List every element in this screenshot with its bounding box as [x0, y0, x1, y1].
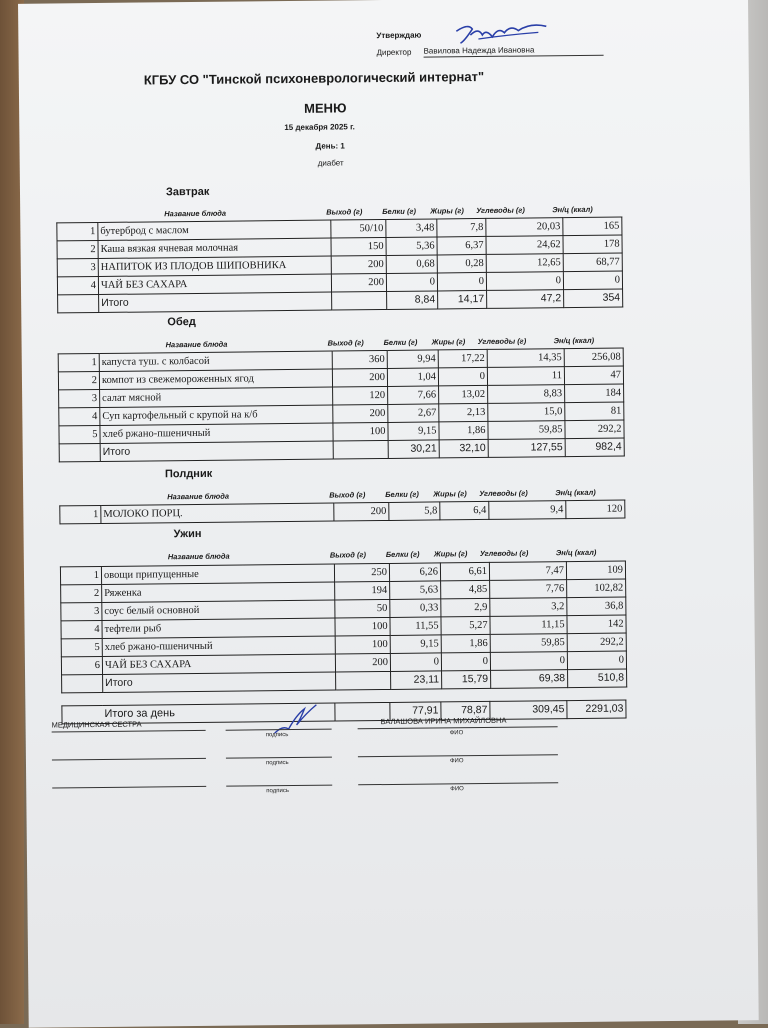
dish-name: ЧАЙ БЕЗ САХАРА — [98, 274, 331, 294]
day-total-label: Итого за день — [102, 703, 335, 723]
total-label: Итого — [103, 672, 336, 692]
dish-protein: 0,68 — [386, 255, 437, 274]
dish-energy: 256,08 — [564, 348, 623, 367]
dish-energy: 68,77 — [563, 253, 622, 272]
dish-output: 200 — [335, 653, 390, 672]
dish-output: 194 — [335, 581, 390, 600]
dish-output: 150 — [331, 237, 386, 256]
dish-energy: 0 — [567, 651, 626, 670]
row-number: 4 — [61, 620, 102, 638]
dish-output: 100 — [335, 635, 390, 654]
dish-name: Суп картофельный с крупой на к/б — [100, 405, 333, 425]
col-carbs: Углеводы (г) — [477, 336, 527, 347]
empty-cell — [332, 291, 387, 310]
fio-label: ФИО — [449, 758, 464, 765]
empty-cell — [333, 440, 388, 459]
dish-name: Ряженка — [102, 582, 335, 602]
dish-name: ЧАЙ БЕЗ САХАРА — [102, 654, 335, 674]
dish-fat: 6,61 — [440, 562, 489, 581]
col-energy: Эн/ц (ккал) — [553, 335, 595, 346]
total-fat: 15,79 — [442, 670, 491, 689]
day-total-energy: 2291,03 — [567, 700, 626, 719]
row-number: 3 — [57, 258, 98, 276]
dish-fat: 1,86 — [441, 634, 490, 653]
dish-output: 250 — [334, 563, 389, 582]
row-number: 4 — [57, 276, 98, 294]
dish-carbs: 8,83 — [488, 385, 565, 404]
signature-line — [226, 757, 332, 759]
total-protein: 23,11 — [391, 671, 442, 690]
col-output: Выход (г) — [329, 490, 366, 500]
dish-energy: 184 — [565, 384, 624, 403]
dish-fat: 17,22 — [438, 349, 487, 368]
total-label: Итого — [99, 292, 332, 312]
dish-carbs: 11,15 — [490, 616, 567, 635]
dish-carbs: 0 — [486, 272, 563, 291]
dish-fat: 13,02 — [439, 385, 488, 404]
day-total-row — [62, 700, 626, 724]
dish-energy: 120 — [566, 500, 625, 519]
total-protein: 30,21 — [388, 440, 439, 459]
dish-protein: 0 — [386, 273, 437, 292]
row-number: 1 — [58, 353, 99, 371]
menu-date: 15 декабря 2025 г. — [284, 122, 355, 133]
dish-energy: 165 — [563, 217, 622, 236]
nurse-role: МЕДИЦИНСКАЯ СЕСТРА — [51, 719, 142, 730]
day-total-carbs: 309,45 — [490, 701, 567, 720]
dish-output: 50 — [335, 599, 390, 618]
dish-name: салат мясной — [100, 387, 333, 407]
dish-name: бутерброд с маслом — [98, 220, 331, 240]
dish-protein: 6,26 — [389, 563, 440, 582]
row-number: 2 — [61, 584, 102, 602]
col-name: Название блюда — [164, 208, 227, 219]
dish-carbs: 59,85 — [490, 634, 567, 653]
section-lunch-title: Обед — [167, 315, 196, 329]
dish-energy: 81 — [565, 402, 624, 421]
section-snack-title: Полдник — [164, 467, 213, 481]
dish-output: 50/10 — [331, 219, 386, 238]
dinner-table — [60, 560, 627, 693]
section-breakfast-title: Завтрак — [165, 185, 210, 199]
dish-name: хлеб ржано-пшеничный — [100, 423, 333, 443]
dish-carbs: 9,4 — [489, 501, 566, 520]
col-name: Название блюда — [167, 551, 230, 562]
total-energy: 510,8 — [568, 669, 627, 688]
signature-line — [226, 785, 332, 787]
director-label: Директор — [376, 47, 412, 58]
signature-label: подпись — [265, 732, 289, 739]
col-name: Название блюда — [167, 491, 230, 502]
signature-label: подпись — [266, 788, 289, 795]
dish-energy: 142 — [567, 615, 626, 634]
dish-carbs: 11 — [487, 367, 564, 386]
dish-energy: 0 — [563, 271, 622, 290]
dish-protein: 5,36 — [386, 237, 437, 256]
dish-carbs: 0 — [490, 652, 567, 671]
empty-cell — [336, 671, 391, 690]
dish-carbs: 7,76 — [490, 580, 567, 599]
dish-carbs: 3,2 — [490, 598, 567, 617]
dish-carbs: 15,0 — [488, 403, 565, 422]
signature-label: подпись — [265, 760, 289, 767]
dish-protein: 7,66 — [388, 386, 439, 405]
dish-output: 200 — [334, 502, 389, 521]
nurse-name: БАЛАШОВА ИРИНА МИХАЙЛОВНА — [380, 715, 507, 727]
dish-protein: 5,8 — [389, 502, 440, 521]
dish-name: компот из свежемороженных ягод — [99, 369, 332, 389]
dish-name: соус белый основной — [102, 600, 335, 620]
row-number: 6 — [61, 656, 102, 674]
dish-fat: 1,86 — [439, 421, 488, 440]
dish-carbs: 20,03 — [486, 218, 563, 237]
total-fat: 14,17 — [438, 290, 487, 309]
dish-energy: 292,2 — [567, 633, 626, 652]
fio-line — [358, 754, 558, 757]
dish-fat: 0 — [437, 272, 486, 291]
col-protein: Белки (г) — [385, 489, 419, 500]
dish-protein: 9,15 — [388, 422, 439, 441]
row-number: 1 — [60, 566, 101, 584]
col-energy: Эн/ц (ккал) — [555, 487, 596, 498]
col-fat: Жиры (г) — [431, 337, 466, 347]
dish-carbs: 12,65 — [486, 254, 563, 273]
dish-fat: 5,27 — [441, 616, 490, 635]
col-energy: Эн/ц (ккал) — [552, 204, 593, 215]
menu-document — [18, 0, 759, 1028]
row-number: 2 — [57, 240, 98, 258]
dish-protein: 0,33 — [390, 599, 441, 618]
col-carbs: Углеводы (г) — [479, 548, 529, 559]
total-fat: 32,10 — [439, 439, 488, 458]
role-line — [52, 786, 206, 789]
dish-fat: 2,9 — [441, 598, 490, 617]
dish-name: Каша вязкая ячневая молочная — [98, 238, 331, 258]
director-name: Вавилова Надежда Ивановна — [423, 45, 603, 58]
dish-energy: 178 — [563, 235, 622, 254]
total-protein: 8,84 — [387, 291, 438, 310]
dish-output: 100 — [335, 617, 390, 636]
col-protein: Белки (г) — [383, 337, 418, 348]
col-output: Выход (г) — [327, 338, 364, 348]
col-name: Название блюда — [165, 339, 228, 350]
dish-output: 100 — [333, 422, 388, 441]
col-fat: Жиры (г) — [433, 489, 467, 499]
approve-label: Утверждаю — [376, 30, 422, 41]
dish-fat: 0 — [438, 367, 487, 386]
dish-fat: 2,13 — [439, 403, 488, 422]
menu-title: МЕНЮ — [304, 100, 347, 116]
col-protein: Белки (г) — [382, 206, 416, 217]
row-number: 1 — [60, 505, 101, 523]
dish-fat: 6,4 — [440, 501, 489, 520]
fio-label: ФИО — [450, 786, 464, 793]
dish-output: 200 — [333, 404, 388, 423]
organization-title: КГБУ СО "Тинской психоневрологический интернат" — [143, 68, 485, 88]
col-output: Выход (г) — [326, 207, 363, 217]
dish-name: тефтели рыб — [102, 618, 335, 638]
dish-name: овощи припущенные — [101, 564, 334, 584]
dish-name: МОЛОКО ПОРЦ. — [101, 503, 334, 523]
row-number: 5 — [61, 638, 102, 656]
dish-output: 200 — [331, 273, 386, 292]
dish-name: хлеб ржано-пшеничный — [102, 636, 335, 656]
col-output: Выход (г) — [329, 550, 366, 560]
col-carbs: Углеводы (г) — [479, 488, 528, 499]
row-number: 2 — [58, 371, 99, 389]
dish-fat: 6,37 — [437, 236, 486, 255]
dish-fat: 7,8 — [437, 218, 486, 237]
total-carbs: 47,2 — [487, 290, 564, 309]
fio-line — [358, 726, 558, 729]
diet-type: диабет — [317, 158, 344, 168]
snack-table — [59, 499, 625, 524]
dish-energy: 47 — [564, 366, 623, 385]
total-carbs: 127,55 — [488, 439, 565, 458]
total-energy: 982,4 — [565, 438, 624, 457]
col-fat: Жиры (г) — [433, 549, 468, 559]
dish-protein: 9,94 — [387, 350, 438, 369]
total-carbs: 69,38 — [491, 670, 568, 689]
dish-name: капуста туш. с колбасой — [99, 351, 332, 371]
dish-energy: 102,82 — [567, 579, 626, 598]
dish-carbs: 14,35 — [487, 349, 564, 368]
day-total-protein: 77,91 — [390, 702, 441, 721]
col-energy: Эн/ц (ккал) — [555, 547, 597, 558]
dish-protein: 11,55 — [390, 617, 441, 636]
fio-line — [358, 782, 558, 785]
dish-output: 120 — [333, 386, 388, 405]
col-protein: Белки (г) — [385, 549, 420, 560]
col-carbs: Углеводы (г) — [476, 205, 525, 216]
dish-protein: 0 — [390, 653, 441, 672]
col-fat: Жиры (г) — [430, 206, 464, 216]
dish-fat: 0 — [441, 652, 490, 671]
total-energy: 354 — [564, 289, 623, 308]
row-number: 1 — [57, 222, 98, 240]
dish-output: 360 — [332, 350, 387, 369]
dish-carbs: 59,85 — [488, 421, 565, 440]
dish-fat: 4,85 — [441, 580, 490, 599]
total-label: Итого — [100, 441, 333, 461]
dish-protein: 9,15 — [390, 635, 441, 654]
breakfast-table — [56, 217, 623, 314]
dish-carbs: 7,47 — [489, 562, 566, 581]
fio-label: ФИО — [449, 730, 464, 737]
menu-day: День: 1 — [315, 141, 345, 151]
row-number: 3 — [61, 602, 102, 620]
nurse-signature — [270, 703, 320, 736]
lunch-table — [58, 347, 625, 462]
dish-protein: 1,04 — [387, 368, 438, 387]
dish-protein: 2,67 — [388, 404, 439, 423]
empty-cell — [59, 443, 100, 461]
table-row — [60, 500, 625, 524]
dish-fat: 0,28 — [437, 254, 486, 273]
dish-protein: 5,63 — [390, 581, 441, 600]
row-number: 3 — [59, 389, 100, 407]
row-number: 5 — [59, 425, 100, 443]
row-number: 4 — [59, 407, 100, 425]
section-dinner-title: Ужин — [173, 527, 202, 541]
dish-output: 200 — [331, 255, 386, 274]
role-line — [52, 758, 206, 761]
day-total-fat: 78,87 — [441, 701, 490, 720]
empty-cell — [58, 294, 99, 312]
dish-carbs: 24,62 — [486, 236, 563, 255]
role-line — [52, 730, 206, 733]
dish-energy: 109 — [566, 561, 625, 580]
dish-name: НАПИТОК ИЗ ПЛОДОВ ШИПОВНИКА — [98, 256, 331, 276]
empty-cell — [62, 674, 103, 692]
dish-output: 200 — [332, 368, 387, 387]
dish-energy: 292,2 — [565, 420, 624, 439]
dish-protein: 3,48 — [386, 219, 437, 238]
dish-energy: 36,8 — [567, 597, 626, 616]
